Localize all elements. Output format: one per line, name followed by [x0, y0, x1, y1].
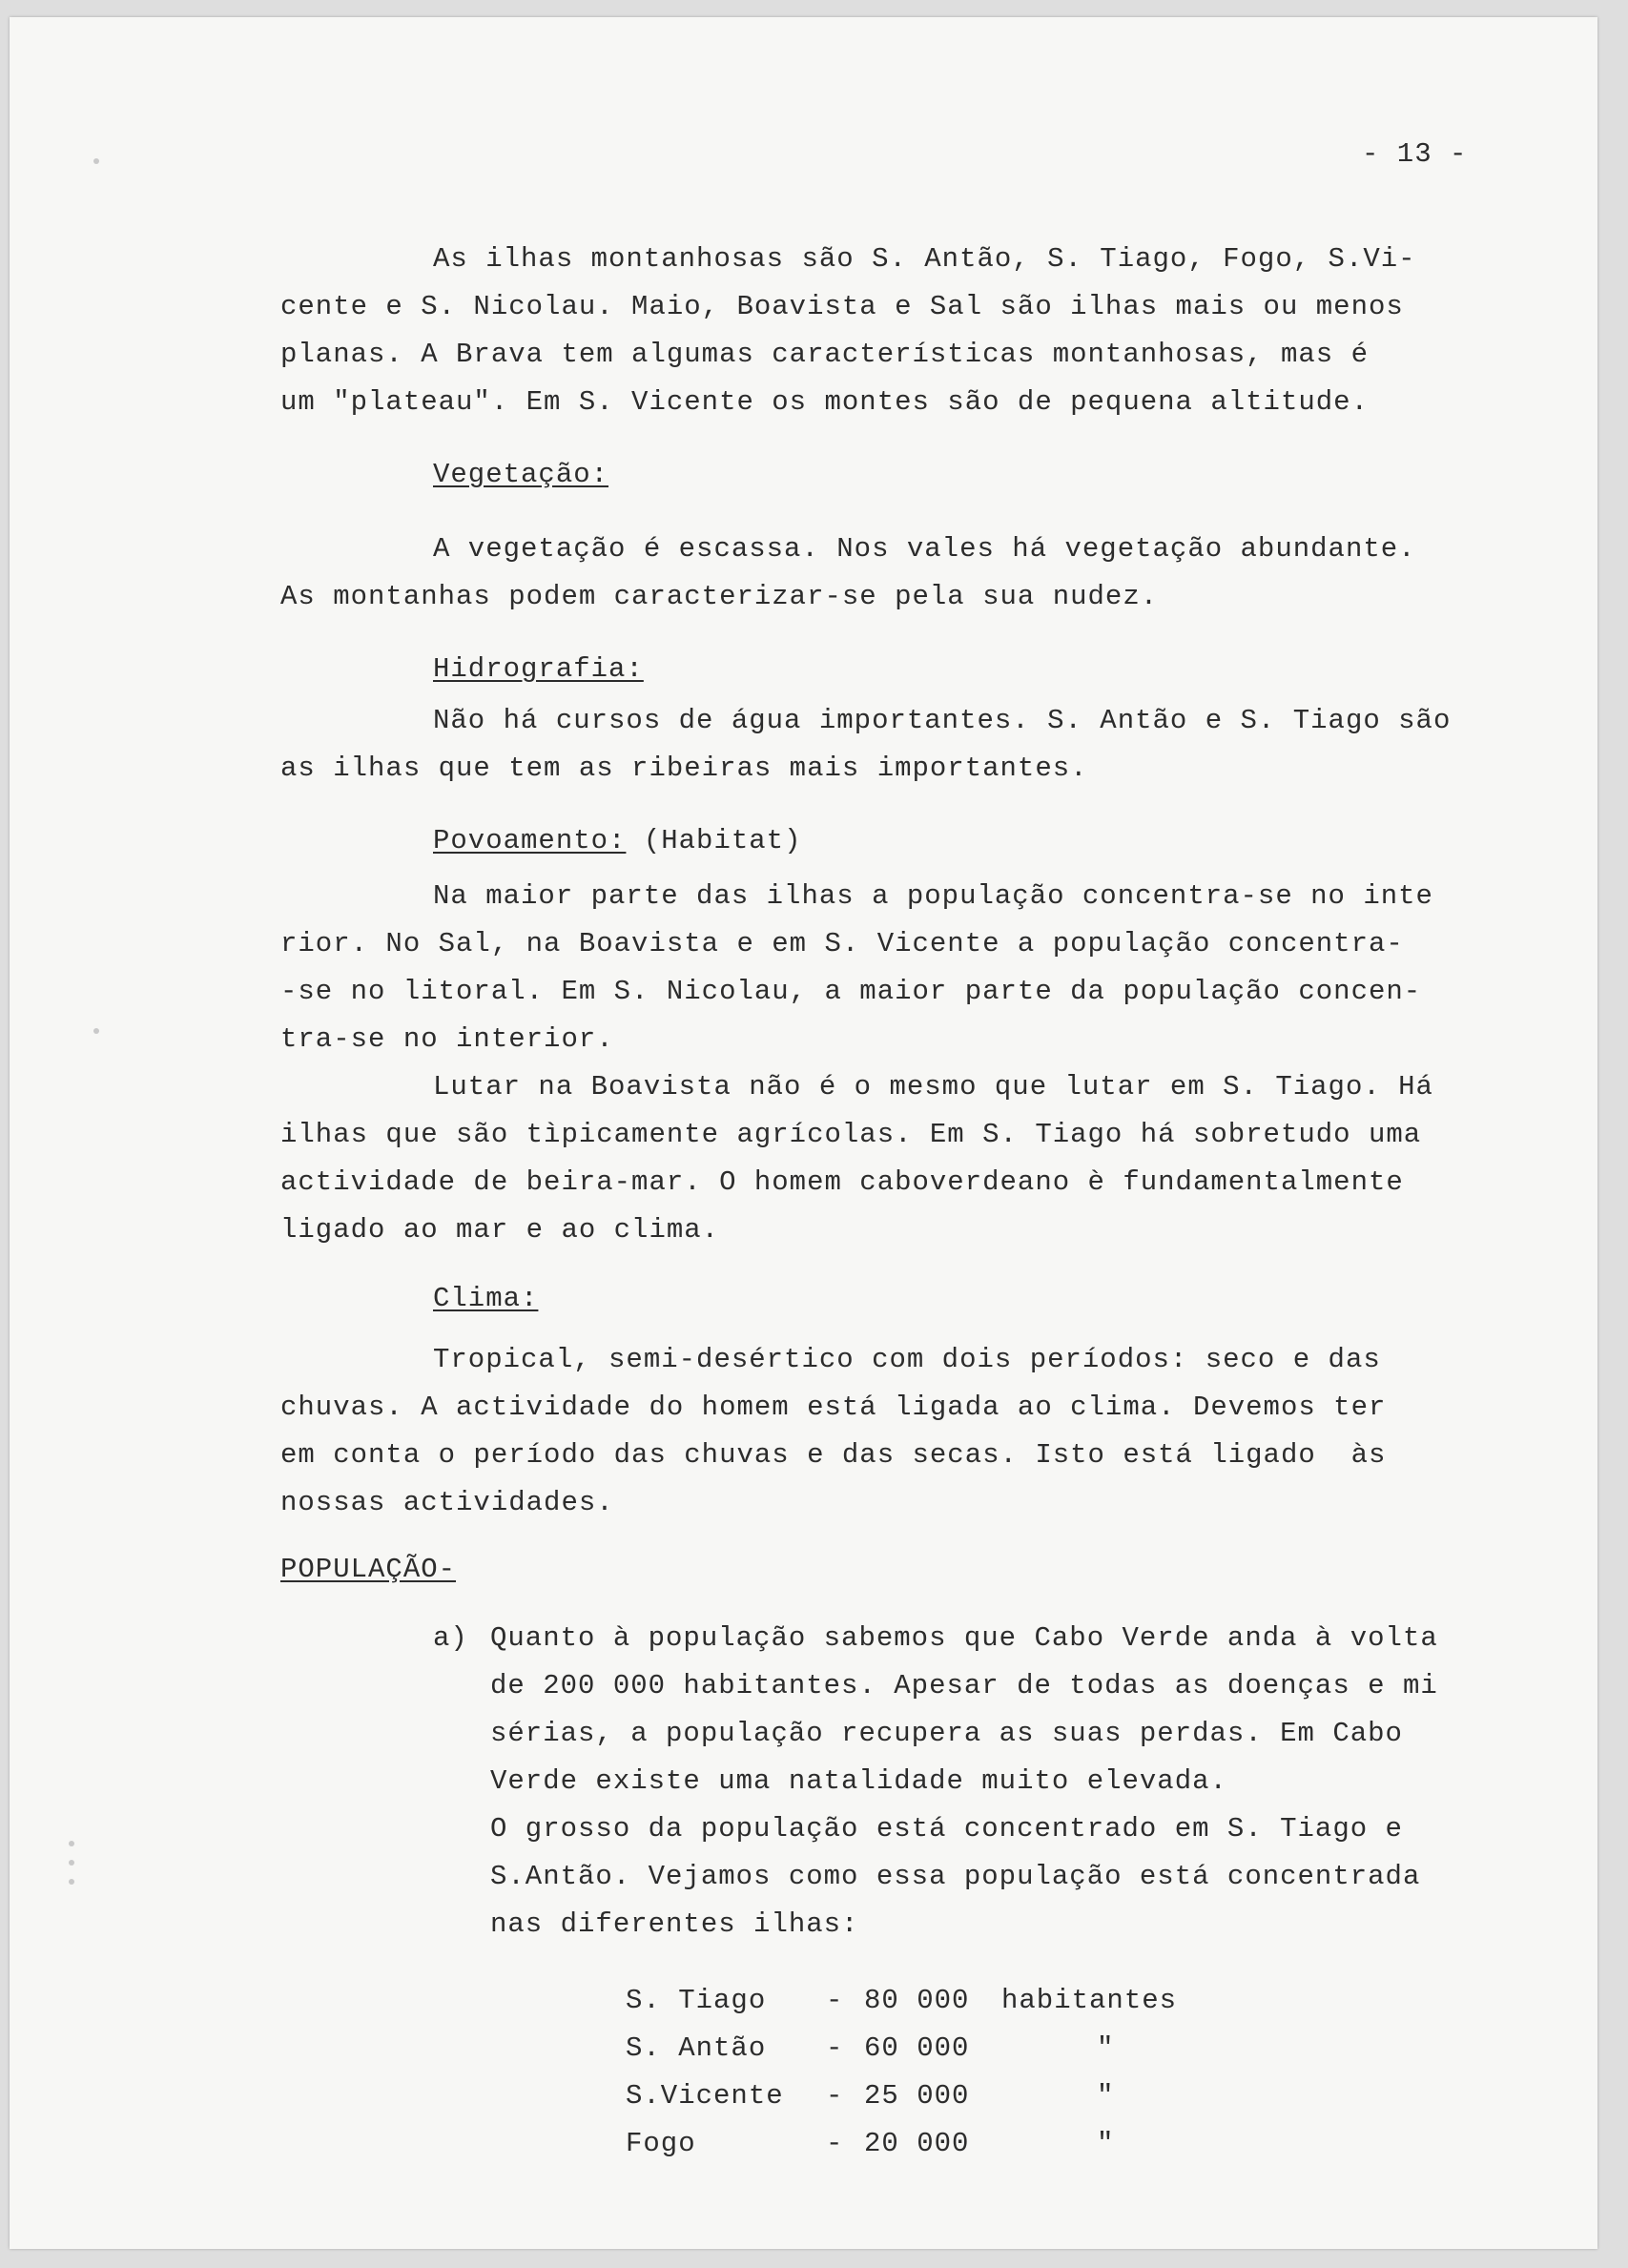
- table-cell-value: 20 000: [864, 2128, 970, 2159]
- table-cell-island: Fogo: [626, 2128, 696, 2159]
- paragraph-line: um "plateau". Em S. Vicente os montes são de pequena altitude.: [280, 386, 1369, 418]
- table-cell-island: S. Tiago: [626, 1985, 767, 2016]
- list-item-line: O grosso da população está concentrado em S. Tiago e: [490, 1813, 1403, 1845]
- section-heading-povoamento: Povoamento:: [433, 825, 627, 856]
- paragraph-line: A vegetação é escassa. Nos vales há vegetação abundante.: [433, 533, 1416, 565]
- table-cell-unit: ": [1097, 2032, 1115, 2064]
- section-heading-vegetacao: Vegetação:: [433, 459, 609, 490]
- paragraph-line: Na maior parte das ilhas a população concentra-se no inte: [433, 880, 1433, 912]
- paragraph-line: Tropical, semi-desértico com dois períodos: seco e das: [433, 1344, 1381, 1375]
- table-cell-value: 25 000: [864, 2080, 970, 2112]
- list-item-line: S.Antão. Vejamos como essa população está concentrada: [490, 1861, 1421, 1892]
- table-cell-unit: habitantes: [1001, 1985, 1178, 2016]
- list-item-line: Verde existe uma natalidade muito elevada.: [490, 1765, 1227, 1797]
- list-item-line: sérias, a população recupera as suas perdas. Em Cabo: [490, 1718, 1403, 1749]
- list-item-line: de 200 000 habitantes. Apesar de todas as doenças e mi: [490, 1670, 1438, 1701]
- table-cell-unit: ": [1097, 2128, 1115, 2159]
- document-page: [10, 17, 1597, 2249]
- table-cell-dash: -: [826, 2080, 844, 2112]
- paragraph-line: chuvas. A actividade do homem está ligada ao clima. Devemos ter: [280, 1392, 1387, 1423]
- list-marker: a): [433, 1622, 468, 1654]
- paragraph-line: Não há cursos de água importantes. S. Antão e S. Tiago são: [433, 705, 1452, 736]
- section-heading-povoamento-suffix: (Habitat): [626, 825, 802, 856]
- paragraph-line: actividade de beira-mar. O homem caboverdeano è fundamentalmente: [280, 1166, 1404, 1198]
- paragraph-line: em conta o período das chuvas e das secas. Isto está ligado às: [280, 1439, 1387, 1471]
- section-heading-populacao: POPULAÇÃO-: [280, 1554, 457, 1585]
- paragraph-line: tra-se no interior.: [280, 1023, 614, 1055]
- paragraph-line: As ilhas montanhosas são S. Antão, S. Tiago, Fogo, S.Vi-: [433, 243, 1416, 275]
- paragraph-line: planas. A Brava tem algumas características montanhosas, mas é: [280, 339, 1369, 370]
- table-cell-island: S.Vicente: [626, 2080, 784, 2112]
- table-cell-island: S. Antão: [626, 2032, 767, 2064]
- paragraph-line: As montanhas podem caracterizar-se pela sua nudez.: [280, 581, 1159, 612]
- paragraph-line: Lutar na Boavista não é o mesmo que lutar em S. Tiago. Há: [433, 1071, 1433, 1103]
- section-heading-povoamento-line: [433, 824, 801, 858]
- paragraph-line: nossas actividades.: [280, 1487, 614, 1518]
- paragraph-line: cente e S. Nicolau. Maio, Boavista e Sal são ilhas mais ou menos: [280, 291, 1404, 322]
- table-cell-value: 60 000: [864, 2032, 970, 2064]
- paragraph-line: rior. No Sal, na Boavista e em S. Vicente a população concentra-: [280, 928, 1404, 959]
- table-cell-dash: -: [826, 1985, 844, 2016]
- section-heading-hidrografia: Hidrografia:: [433, 653, 644, 685]
- paragraph-line: ilhas que são tìpicamente agrícolas. Em S. Tiago há sobretudo uma: [280, 1119, 1422, 1150]
- table-cell-dash: -: [826, 2032, 844, 2064]
- list-item-line: Quanto à população sabemos que Cabo Verde anda à volta: [490, 1622, 1438, 1654]
- page-number: - 13 -: [1362, 138, 1468, 170]
- table-cell-dash: -: [826, 2128, 844, 2159]
- paragraph-line: as ilhas que tem as ribeiras mais importantes.: [280, 753, 1088, 784]
- paragraph-line: ligado ao mar e ao clima.: [280, 1214, 720, 1246]
- list-item-line: nas diferentes ilhas:: [490, 1908, 859, 1940]
- table-cell-value: 80 000: [864, 1985, 970, 2016]
- section-heading-clima: Clima:: [433, 1283, 539, 1314]
- table-cell-unit: ": [1097, 2080, 1115, 2112]
- paragraph-line: -se no litoral. Em S. Nicolau, a maior parte da população concen-: [280, 976, 1422, 1007]
